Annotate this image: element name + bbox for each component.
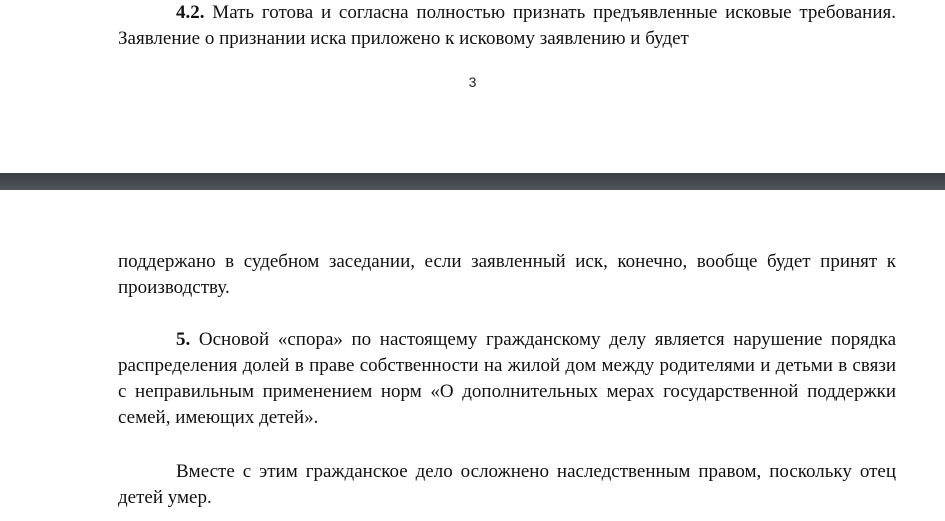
paragraph-number: 4.2.: [176, 2, 205, 23]
paragraph-text: Мать готова и согласна полностью признать предъявленные исковые требования. Заявление о признании иска приложено к исковому заявлению и будет: [118, 2, 897, 49]
page-number: 3: [468, 74, 477, 90]
paragraph-4-2: [118, 0, 896, 52]
document-page-top: [0, 0, 945, 173]
page-separator: [0, 173, 945, 190]
paragraph-text: Основой «спора» по настоящему гражданскому делу является нарушение порядка распределения долей в праве собственности на жилой дом между родителями и детьми в связи с неправильным применением норм «О дополнительных мерах государственной поддержки семей, имеющих детей».: [118, 329, 897, 428]
document-page-bottom: [0, 190, 945, 521]
paragraph-5: [118, 327, 896, 431]
paragraph-6: Вместе с этим гражданское дело осложнено наследственным правом, поскольку отец детей умер.: [118, 461, 896, 508]
paragraph-number: 5.: [176, 329, 191, 350]
paragraph-4-2-continuation: поддержано в судебном заседании, если заявленный иск, конечно, вообще будет принят к производству.: [118, 251, 896, 298]
